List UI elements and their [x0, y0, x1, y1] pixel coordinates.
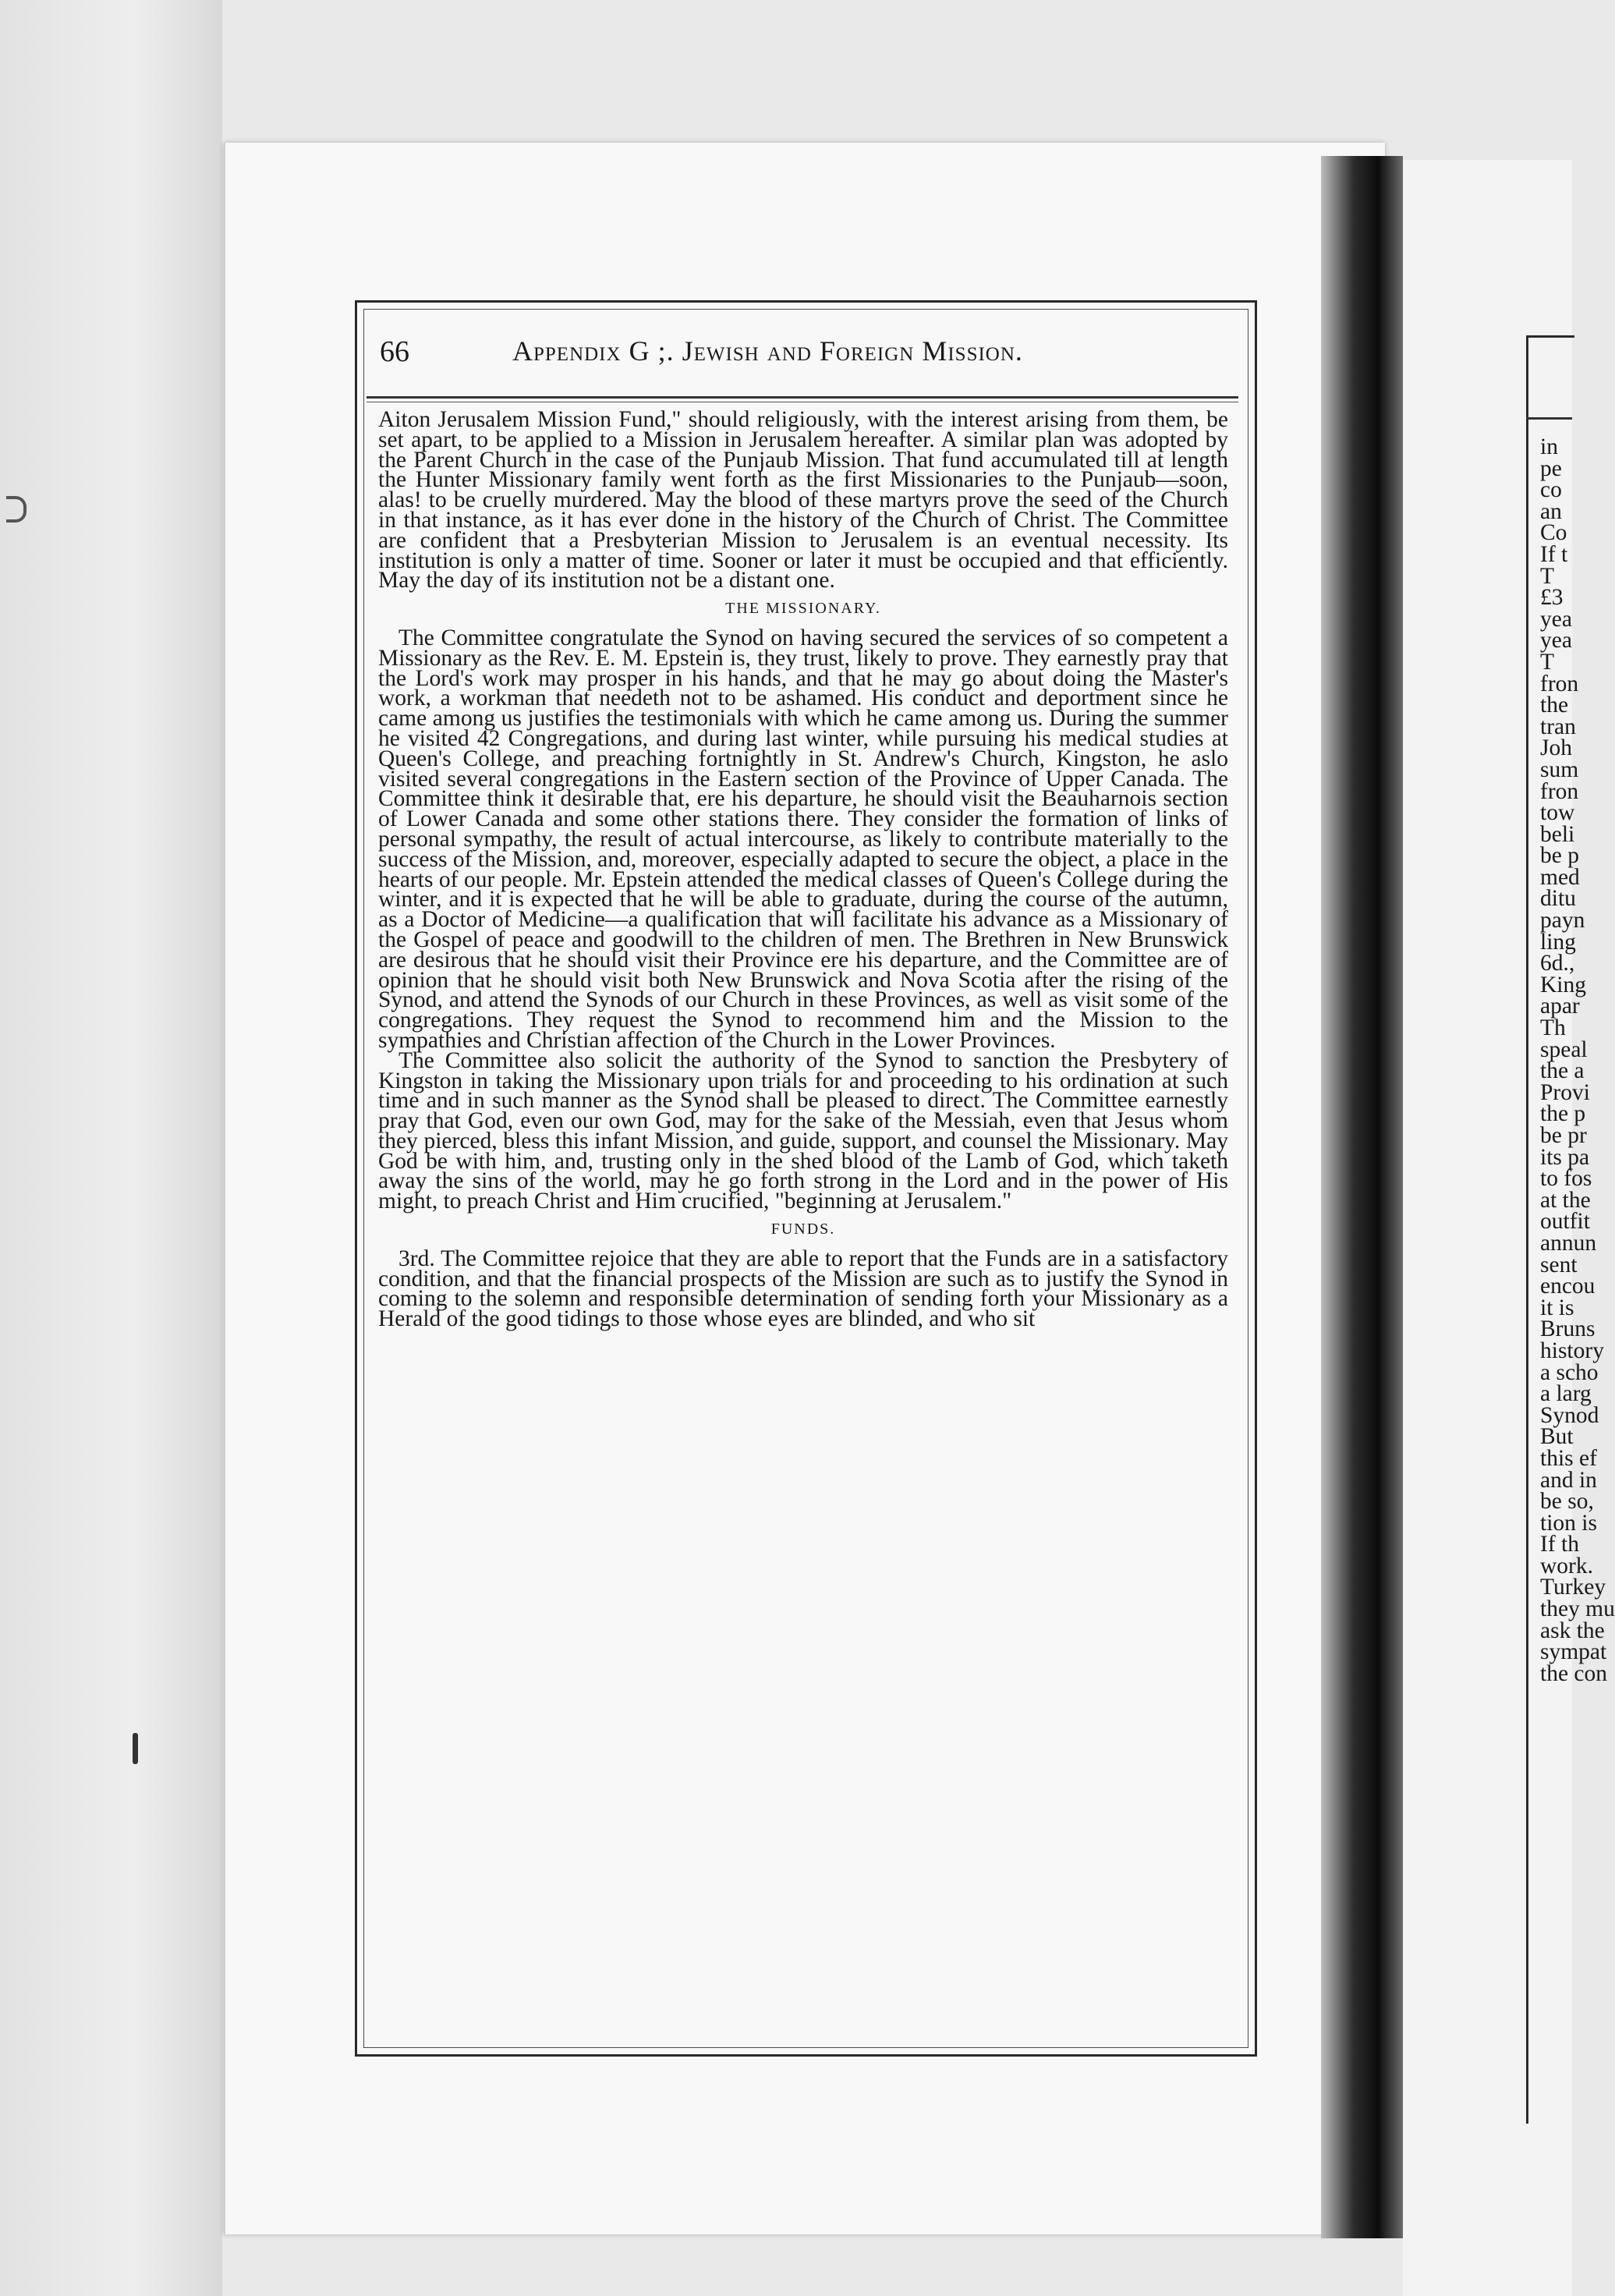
- right-page-line: sympat: [1540, 1639, 1607, 1665]
- right-page-line: the con: [1540, 1660, 1608, 1686]
- right-page-line: sent: [1540, 1252, 1578, 1277]
- right-page-line: fron: [1540, 778, 1579, 804]
- right-page-line: King: [1540, 972, 1586, 997]
- right-page-line: tran: [1540, 714, 1576, 739]
- right-page-line: an: [1540, 498, 1562, 524]
- right-page-header-rule: [1526, 417, 1572, 420]
- right-page-line: history: [1540, 1338, 1604, 1363]
- right-page-line: it is: [1540, 1295, 1574, 1320]
- right-page-line: apar: [1540, 994, 1580, 1019]
- page-body: [378, 407, 1228, 1332]
- right-page-line: be p: [1540, 843, 1579, 869]
- right-page-line: speal: [1540, 1036, 1588, 1062]
- right-page-line: T: [1540, 563, 1555, 589]
- right-page-line: Synod: [1540, 1402, 1599, 1428]
- right-page-text-fragments: [1540, 434, 1615, 1686]
- right-page-line: to fos: [1540, 1166, 1592, 1192]
- right-page-line: encou: [1540, 1274, 1596, 1299]
- right-page-line: If th: [1540, 1532, 1579, 1557]
- right-page-line: a larg: [1540, 1381, 1592, 1407]
- scan-margin: [0, 0, 222, 2296]
- right-page-line: they mu: [1540, 1596, 1615, 1622]
- right-page-line: the p: [1540, 1101, 1586, 1127]
- right-page-line: ling: [1540, 929, 1576, 955]
- paragraph-continuation: Aiton Jerusalem Mission Fund," should religiously, with the interest arising from them, be set apart, to be applied to a Mission in Jerusalem hereafter. A similar plan was adopted by the Parent Church in the case of the Punjaub Mission. That fund accumulated till at length the Hunter Missionary family went forth as the first Missionaries to the Punjaub—soon, alas! to be cruelly murdered. May the blood of these martyrs prove the seed of the Church in that instance, as it has ever done in the history of the Church of Christ. The Committee are confident that a Presbyterian Mission to Jerusalem is an eventual necessity. Its institution is only a matter of time. Sooner or later it must be occupied and that efficiently. May the day of its institution not be a distant one.: [378, 407, 1228, 593]
- right-page-line: and in: [1540, 1467, 1597, 1493]
- right-page-line: sum: [1540, 756, 1579, 782]
- right-page-line: beli: [1540, 821, 1575, 847]
- right-page-line: work.: [1540, 1553, 1594, 1578]
- right-page-line: this ef: [1540, 1445, 1597, 1471]
- right-page-line: med: [1540, 864, 1580, 890]
- section-heading-missionary: THE MISSIONARY.: [725, 600, 881, 618]
- right-page-line: 6d.,: [1540, 951, 1575, 976]
- book-gutter: [1321, 156, 1403, 2238]
- right-page-line: pe: [1540, 455, 1562, 481]
- right-page-line: If t: [1540, 541, 1568, 567]
- running-title: Appendix G ;. Jewish and Foreign Mission.: [512, 335, 1023, 367]
- right-page-line: the: [1540, 693, 1569, 718]
- right-page-line: T: [1540, 649, 1555, 675]
- right-page-line: Provi: [1540, 1079, 1590, 1105]
- right-page-line: tow: [1540, 800, 1575, 826]
- paragraph-funds: 3rd. The Committee rejoice that they are able to report that the Funds are in a satisfactory condition, and that the financial prospects of the Mission are such as to justify the Synod in coming to the solemn and responsible determination of sending forth your Missionary as a Herald of the good tidings to those whose eyes are blinded, and who sit: [378, 1245, 1228, 1332]
- right-page-line: a scho: [1540, 1359, 1599, 1385]
- right-page-line: ditu: [1540, 886, 1576, 912]
- section-heading-funds: FUNDS.: [770, 1221, 836, 1238]
- right-page-line: the a: [1540, 1058, 1585, 1084]
- right-page-line: its pa: [1540, 1144, 1590, 1170]
- page-number: 66: [380, 335, 409, 368]
- right-page-line: Th: [1540, 1015, 1566, 1041]
- scan-artifact-mark: [133, 1733, 138, 1764]
- right-page-line: at the: [1540, 1187, 1591, 1213]
- scan-artifact-mark: [6, 496, 27, 523]
- right-page-line: be so,: [1540, 1489, 1594, 1515]
- right-page-line: fron: [1540, 671, 1579, 696]
- right-page-line: £3: [1540, 585, 1564, 611]
- right-page-line: payn: [1540, 908, 1585, 934]
- right-page-line: outfit: [1540, 1209, 1590, 1235]
- right-page-line: annun: [1540, 1230, 1597, 1256]
- right-page-line: ask the: [1540, 1617, 1605, 1643]
- right-page-line: Joh: [1540, 735, 1572, 761]
- right-page-line: in: [1540, 434, 1558, 459]
- right-page-line: tion is: [1540, 1510, 1597, 1536]
- right-page-line: co: [1540, 477, 1562, 503]
- right-page-line: Bruns: [1540, 1316, 1596, 1342]
- right-page-line: Co: [1540, 520, 1567, 546]
- right-page-line: yea: [1540, 606, 1572, 632]
- header-rule: [367, 396, 1238, 399]
- paragraph-missionary: The Committee congratulate the Synod on having secured the services of so competent a Missionary as the Rev. E. M. Epstein is, they trust, likely to prove. They earnestly pray that the Lord's work may prosper in his hands, and that he may go about doing the Master's work, a workman that needeth not to be ashamed. His conduct and deportment since he came among us justifies the testimonials with which he came among us. During the summer he visited 42 Congregations, and during last winter, while pursuing his medical studies at Queen's College, and preaching fortnightly in St. Andrew's Church, Kingston, he aslo visited several congregations in the Eastern section of the Province of Upper Canada. The Committee think it desirable that, ere his departure, he should visit the Beauharnois section of Lower Canada and some other stations there. They consider the formation of links of personal sympathy, the result of actual intercourse, as likely to contribute materially to the success of the Mission, and, moreover, especially adapted to secure the object, a place in the hearts of our people. Mr. Epstein attended the medical classes of Queen's College during the winter, and it is expected that he will be able to graduate, during the course of the autumn, as a Doctor of Medicine—a qualification that will facilitate his advance as a Missionary of the Gospel of peace and goodwill to the children of men. The Brethren in New Brunswick are desirous that he should visit their Province ere his departure, and the Committee are of opinion that he should visit both New Brunswick and Nova Scotia after the rising of the Synod, and attend the Synods of our Church in these Provinces, as well as visit some of the congregations. They request the Synod to recommend him and the Mission to the sympathies and Christian affection of the Church in the Lower Provinces.: [378, 625, 1228, 1053]
- paragraph-ordination: The Committee also solicit the authority of the Synod to sanction the Presbytery of Kingston in taking the Missionary upon trials for and proceeding to his ordination at such time and in such manner as the Synod shall be pleased to direct. The Committee earnestly pray that God, even our own God, may for the sake of the Messiah, even that Jesus whom they pierced, bless this infant Mission, and guide, support, and counsel the Missionary. May God be with him, and, trusting only in the shed blood of the Lamb of God, which taketh away the sins of the world, may he go forth strong in the Lord and in the power of His might, to preach Christ and Him crucified, "beginning at Jerusalem.": [378, 1047, 1228, 1214]
- page-header: [380, 331, 1241, 378]
- right-page-line: But: [1540, 1424, 1574, 1450]
- right-page-line: yea: [1540, 628, 1572, 654]
- right-page-line: Turkey: [1540, 1575, 1606, 1600]
- right-page-line: be pr: [1540, 1123, 1587, 1148]
